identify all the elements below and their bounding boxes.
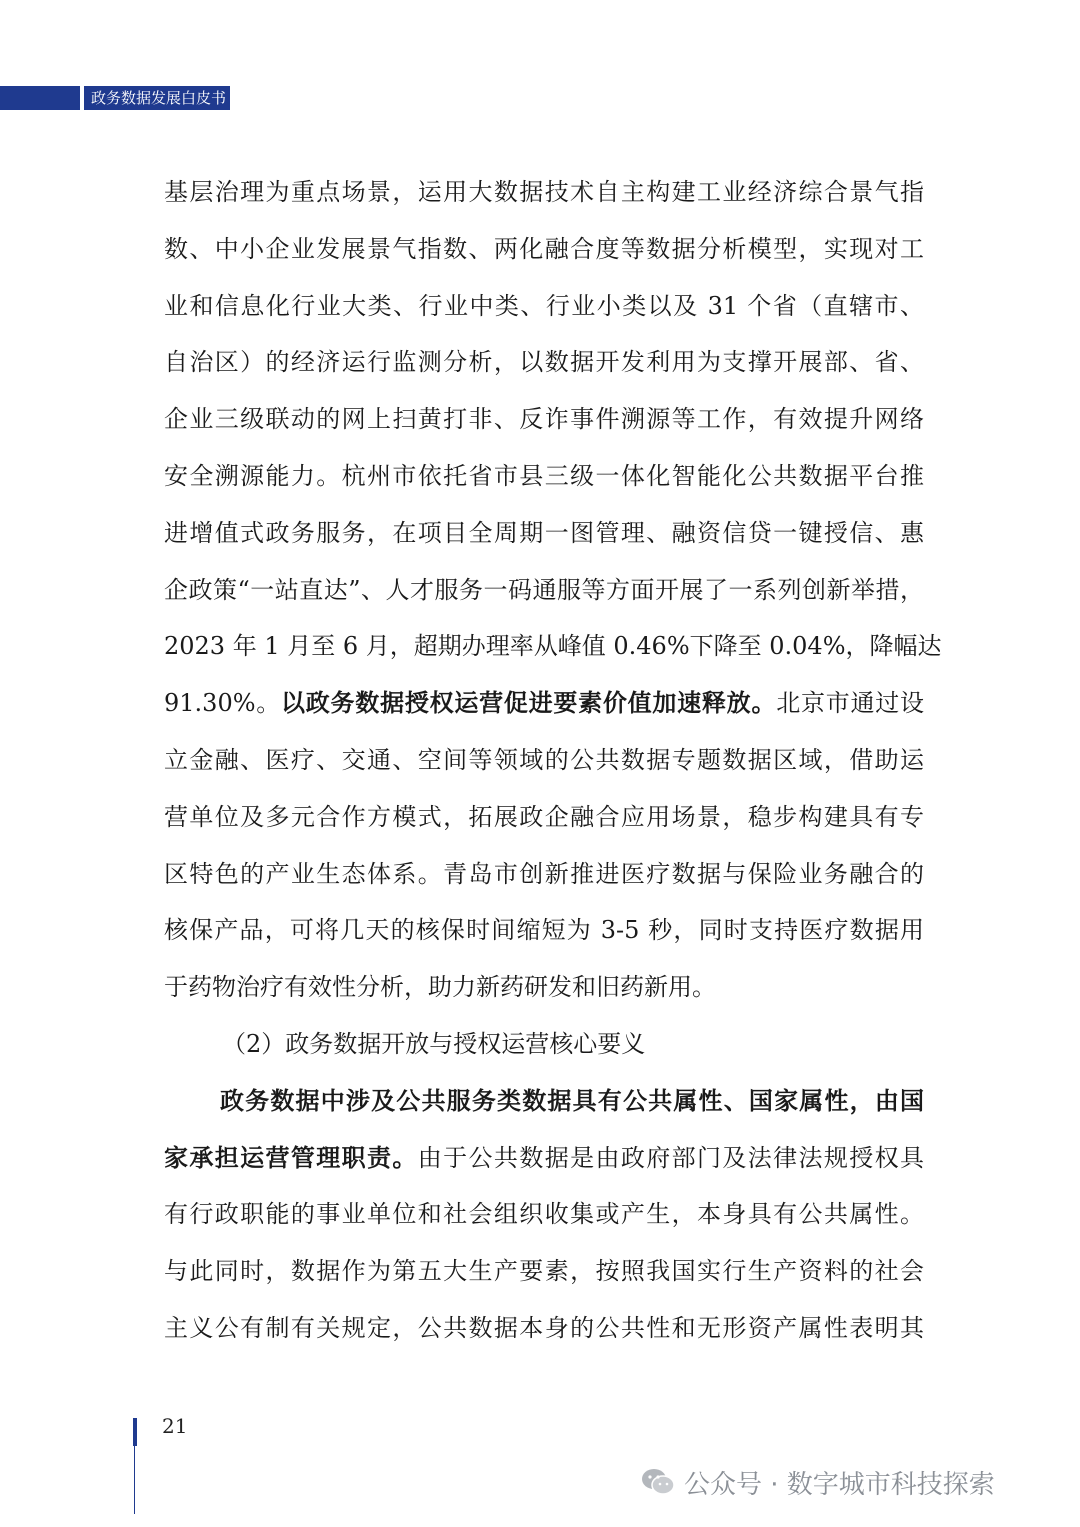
text-line: 企政策“一站直达”、人才服务一码通服等方面开展了一系列创新举措， <box>164 575 924 604</box>
text-line: 营单位及多元合作方模式，拓展政企融合应用场景，稳步构建具有专 <box>164 802 924 831</box>
body-text <box>164 164 942 1357</box>
watermark <box>640 1462 995 1502</box>
text-line: 数、中小企业发展景气指数、两化融合度等数据分析模型，实现对工 <box>164 234 924 263</box>
document-title-tag: 政务数据发展白皮书 <box>84 86 230 110</box>
text-run: 91.30%。 <box>164 689 282 718</box>
page-margin-line <box>134 1446 135 1514</box>
text-line: 2023 年 1 月至 6 月，超期办理率从峰值 0.46%下降至 0.04%，降幅达 <box>164 632 942 661</box>
text-line-mixed <box>164 675 924 732</box>
text-line: 企业三级联动的网上扫黄打非、反诈事件溯源等工作，有效提升网络 <box>164 405 924 434</box>
bold-highlight: 以政务数据授权运营促进要素价值加速释放。 <box>281 689 777 718</box>
text-run: 北京市通过设 <box>776 689 924 718</box>
text-line: 有行政职能的事业单位和社会组织收集或产生，本身具有公共属性。 <box>164 1200 924 1229</box>
text-line: 立金融、医疗、交通、空间等领域的公共数据专题数据区域，借助运 <box>164 745 924 774</box>
text-run: 由于公共数据是由政府部门及法律法规授权具 <box>417 1143 925 1172</box>
page-number-marker <box>133 1418 137 1446</box>
text-line: 业和信息化行业大类、行业中类、行业小类以及 31 个省（直辖市、 <box>164 291 924 320</box>
bold-highlight: 家承担运营管理职责。 <box>164 1143 418 1172</box>
text-line: 主义公有制有关规定，公共数据本身的公共性和无形资产属性表明其 <box>164 1313 924 1342</box>
text-line: 安全溯源能力。杭州市依托省市县三级一体化智能化公共数据平台推 <box>164 461 924 490</box>
page-number: 21 <box>162 1414 188 1438</box>
text-line: 于药物治疗有效性分析，助力新药研发和旧药新用。 <box>164 973 716 1002</box>
text-line: 与此同时，数据作为第五大生产要素，按照我国实行生产资料的社会 <box>164 1257 924 1286</box>
text-line: 核保产品，可将几天的核保时间缩短为 3-5 秒，同时支持医疗数据用 <box>164 916 924 945</box>
text-line: 区特色的产业生态体系。青岛市创新推进医疗数据与保险业务融合的 <box>164 859 924 888</box>
text-line: 基层治理为重点场景，运用大数据技术自主构建工业经济综合景气指 <box>164 178 924 206</box>
bold-highlight: 政务数据中涉及公共服务类数据具有公共属性、国家属性，由国 <box>220 1086 924 1115</box>
text-line-mixed <box>164 1130 924 1187</box>
header-accent-bar <box>0 86 80 110</box>
watermark-text: 公众号 · 数字城市科技探索 <box>684 1469 995 1500</box>
text-line: 自治区）的经济运行监测分析，以数据开发利用为支撑开展部、省、 <box>164 348 924 377</box>
wechat-icon <box>640 1467 676 1497</box>
section-subheading: （2）政务数据开放与授权运营核心要义 <box>222 1029 646 1058</box>
text-line: 进增值式政务服务，在项目全周期一图管理、融资信贷一键授信、惠 <box>164 518 924 547</box>
